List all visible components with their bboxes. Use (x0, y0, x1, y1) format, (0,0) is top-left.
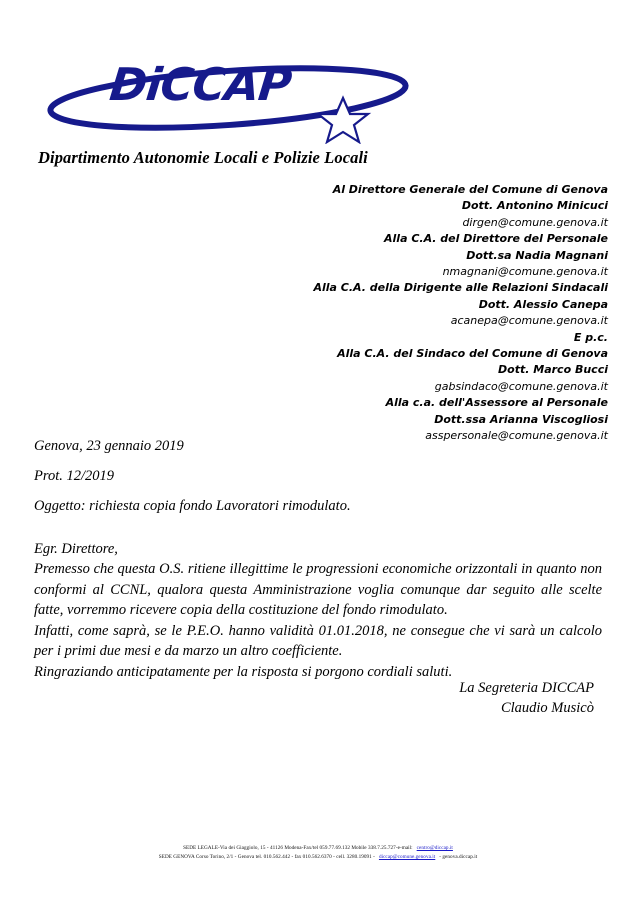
recipient-email: acanepa@comune.genova.it (450, 314, 608, 328)
body-paragraph-2: Infatti, come saprà, se le P.E.O. hanno validità 01.01.2018, ne consegue che vi sarà un calcolo per i primi due mesi e da marzo un altro coefficiente. (34, 622, 602, 659)
footer-email-link-genova[interactable]: diccap@comune.genova.it (378, 854, 436, 860)
body-paragraph-1: Premesso che questa O.S. ritiene illegittime le progressioni economiche orizzontali in quanto non conformi al CCNL, qualora questa Amministrazione voglia comunque dar seguito alle scelte fatte, vorremmo ricevere copia della costituzione del fondo rimodulato. (34, 561, 602, 618)
footer-site-text: - genova.diccap.it (439, 854, 478, 860)
recipient-email: asspersonale@comune.genova.it (425, 429, 608, 443)
footer-genova-text: SEDE GENOVA Corso Torino, 2/1 - Genova tel. 010.562.442 - fax 010.562.6370 - cell. 3280.19091 - (158, 854, 375, 860)
recipient-email: nmagnani@comune.genova.it (442, 265, 608, 279)
footer-line-legal-seat (0, 844, 636, 853)
page-footer (0, 844, 636, 862)
recipient-line: Dott. Marco Bucci (498, 363, 608, 377)
recipient-line: Alla C.A. del Sindaco del Comune di Genova (337, 347, 608, 361)
recipient-line: Al Direttore Generale del Comune di Genova (332, 183, 608, 196)
recipient-line: Alla C.A. del Direttore del Personale (384, 232, 608, 246)
subject-line: Oggetto: richiesta copia fondo Lavoratori rimodulato. (34, 498, 351, 514)
letter-body (34, 438, 602, 682)
recipient-block (188, 182, 608, 445)
recipient-line: Dott. Antonino Minicuci (461, 199, 608, 213)
recipient-line: Alla c.a. dell'Assessore al Personale (385, 396, 608, 410)
footer-legal-text: SEDE LEGALE-Via dei Giaggiolo, 15 - 41126 Modena-Fax/tel 059.77.69.132 Mobile 338.7.25.727-e-mail: (183, 845, 413, 851)
place-date: Genova, 23 gennaio 2019 (34, 438, 184, 454)
recipient-line: Dott.ssa Arianna Viscogliosi (434, 412, 608, 426)
department-subtitle: Dipartimento Autonomie Locali e Polizie Locali (38, 148, 368, 167)
recipient-line: Alla C.A. della Dirigente alle Relazioni Sindacali (313, 281, 608, 295)
footer-line-genova-seat (0, 853, 636, 862)
recipient-line: Dott. Alessio Canepa (478, 297, 608, 311)
signature-organization: La Segreteria DICCAP (459, 680, 594, 696)
recipient-email: dirgen@comune.genova.it (462, 215, 608, 229)
signature-block (459, 678, 594, 718)
body-paragraph-3: Ringraziando anticipatamente per la risposta si porgono cordiali saluti. (34, 663, 453, 680)
salutation: Egr. Direttore, (34, 541, 118, 557)
recipient-line: Dott.sa Nadia Magnani (466, 248, 608, 262)
logo-wordmark: DiCCAP (107, 58, 294, 111)
recipient-cc-label: E p.c. (573, 330, 608, 344)
footer-email-link-centro[interactable]: centro@diccap.it (416, 845, 453, 851)
recipient-email: gabsindaco@comune.genova.it (434, 379, 608, 393)
protocol-number: Prot. 12/2019 (34, 468, 115, 484)
signature-name: Claudio Musicò (500, 700, 594, 716)
diccap-logo (38, 44, 418, 144)
letterhead (0, 44, 636, 174)
